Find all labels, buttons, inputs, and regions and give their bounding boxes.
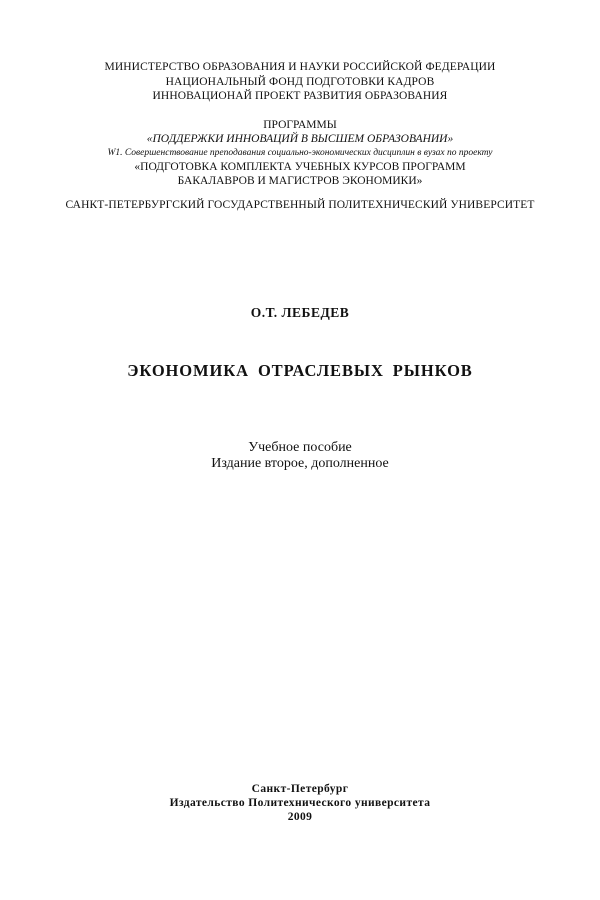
book-title: ЭКОНОМИКА ОТРАСЛЕВЫХ РЫНКОВ <box>127 361 473 380</box>
author: О.Т. ЛЕБЕДЕВ <box>250 305 350 320</box>
ministry-line: МИНИСТЕРСТВО ОБРАЗОВАНИЯ И НАУКИ РОССИЙСКОЙ ФЕДЕРАЦИИ <box>104 61 496 73</box>
prep-project-line1: «ПОДГОТОВКА КОМПЛЕКТА УЧЕБНЫХ КУРСОВ ПРОГРАММ <box>134 161 466 173</box>
university-line: САНКТ-ПЕТЕРБУРГСКИЙ ГОСУДАРСТВЕННЫЙ ПОЛИТЕХНИЧЕСКИЙ УНИВЕРСИТЕТ <box>65 199 535 211</box>
imprint-year: 2009 <box>287 811 313 823</box>
book-type: Учебное пособие <box>248 440 352 455</box>
imprint-city: Санкт-Петербург <box>251 783 349 795</box>
w1-line: W1. Совершенствование преподавания социально-экономических дисциплин в вузах по проекту <box>107 148 493 158</box>
project-line: ИННОВАЦИОНАЙ ПРОЕКТ РАЗВИТИЯ ОБРАЗОВАНИЯ <box>152 90 448 102</box>
programs-label: ПРОГРАММЫ <box>263 119 337 131</box>
edition: Издание второе, дополненное <box>211 456 389 471</box>
imprint-publisher: Издательство Политехнического университета <box>169 797 431 809</box>
prep-project-line2: БАКАЛАВРОВ И МАГИСТРОВ ЭКОНОМИКИ» <box>177 175 423 187</box>
fund-line: НАЦИОНАЛЬНЫЙ ФОНД ПОДГОТОВКИ КАДРОВ <box>165 76 435 88</box>
support-program: «ПОДДЕРЖКИ ИННОВАЦИЙ В ВЫСШЕМ ОБРАЗОВАНИИ» <box>146 133 454 145</box>
